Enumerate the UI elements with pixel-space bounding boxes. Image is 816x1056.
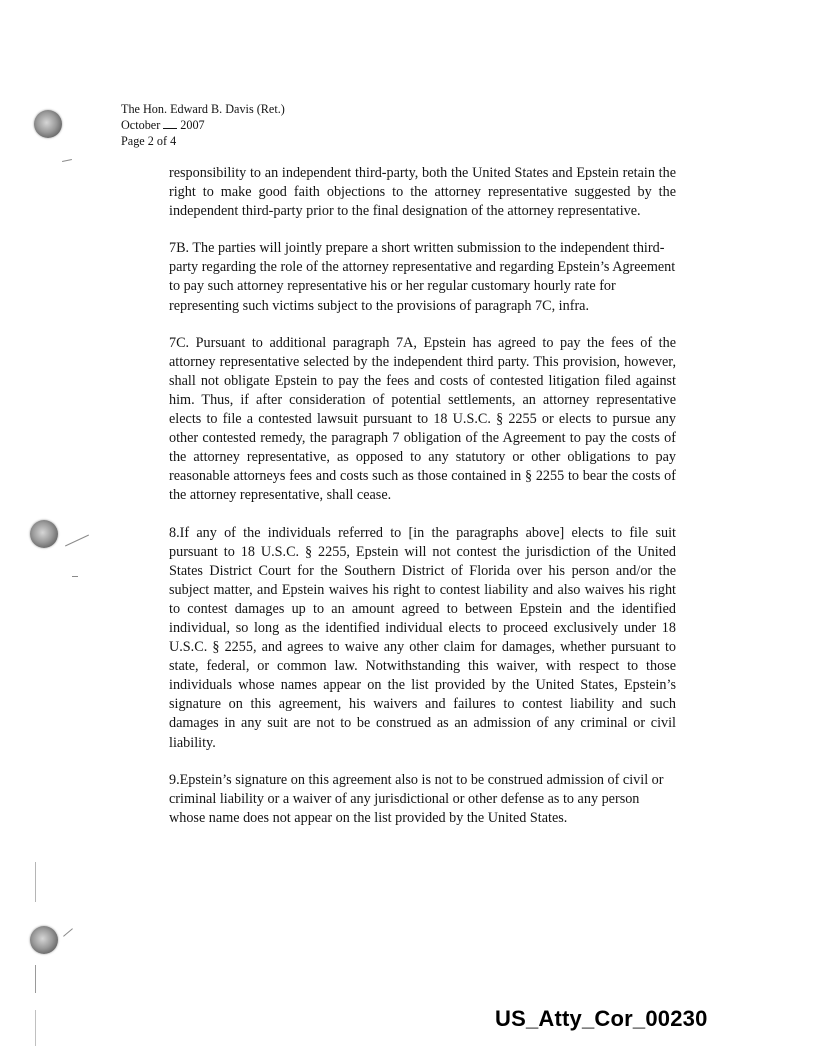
recipient-line: The Hon. Edward B. Davis (Ret.) <box>121 102 285 116</box>
scan-mark <box>35 1010 36 1046</box>
letter-header <box>121 101 285 149</box>
page-number-label: Page 2 of 4 <box>121 134 177 148</box>
date-year: 2007 <box>180 118 205 132</box>
paragraph-7c: 7C. Pursuant to additional paragraph 7A, Epstein has agreed to pay the fees of the attorney representative selected by the independent third party. This provision, however, shall not obligate Epstein to pay the fees and costs of contested litigation filed against him. Thus, if after consideration of potential settlements, an attorney representative elects to file a contested lawsuit pursuant to 18 U.S.C. § 2255 or elects to pursue any other contested remedy, the paragraph 7 obligation of the Agreement to pay the costs of the attorney representative, as opposed to any statutory or other obligations to pay reasonable attorneys fees and costs such as those contained in § 2255 to bear the costs of the attorney representative, shall cease. <box>169 334 676 504</box>
paragraph-9: 9.Epstein’s signature on this agreement also is not to be construed admission of civil or criminal liability or a waiver of any jurisdictional or other defense as to any person whose name does not appear on the list provided by the United States. <box>169 771 664 826</box>
date-day-blank <box>163 128 177 129</box>
scan-mark <box>65 535 89 547</box>
date-month: October <box>121 118 161 132</box>
bates-number: US_Atty_Cor_00230 <box>495 1006 708 1031</box>
punch-hole-middle <box>30 520 58 548</box>
paragraph-continuation: responsibility to an independent third-party, both the United States and Epstein retain the right to make good faith objections to the attorney representative suggested by the independent third-party prior to the final designation of the attorney representative. <box>169 165 676 220</box>
punch-hole-bottom <box>30 926 58 954</box>
scan-mark <box>63 928 73 936</box>
scan-mark <box>72 576 78 577</box>
scan-mark <box>35 862 36 902</box>
punch-hole-top <box>34 110 62 138</box>
paragraph-8: 8.If any of the individuals referred to [in the paragraphs above] elects to file suit pursuant to 18 U.S.C. § 2255, Epstein will not contest the jurisdiction of the United States District Court for the Southern District of Florida over his person and/or the subject matter, and Epstein waives his right to contest liability and also waives his right to contest damages up to an amount agreed to between Epstein and the identified individual, so long as the identified individual elects to proceed exclusively under 18 U.S.C. § 2255, and agrees to waive any other claim for damages, whether pursuant to state, federal, or common law. Notwithstanding this waiver, with respect to those individuals whose names appear on the list provided by the United States, Epstein’s signature on this agreement, his waivers and failures to contest liability and such damages in any suit are not to be construed as an admission of any criminal or civil liability. <box>169 524 676 751</box>
scan-mark <box>35 965 36 993</box>
paragraph-7b: 7B. The parties will jointly prepare a short written submission to the independent third-party regarding the role of the attorney representative and regarding Epstein’s Agreement to pay such attorney representative his or her regular customary hourly rate for representing such victims subject to the provisions of paragraph 7C, infra. <box>169 240 676 314</box>
date-line <box>121 117 285 133</box>
scan-mark <box>62 159 72 162</box>
letter-body <box>169 164 676 846</box>
